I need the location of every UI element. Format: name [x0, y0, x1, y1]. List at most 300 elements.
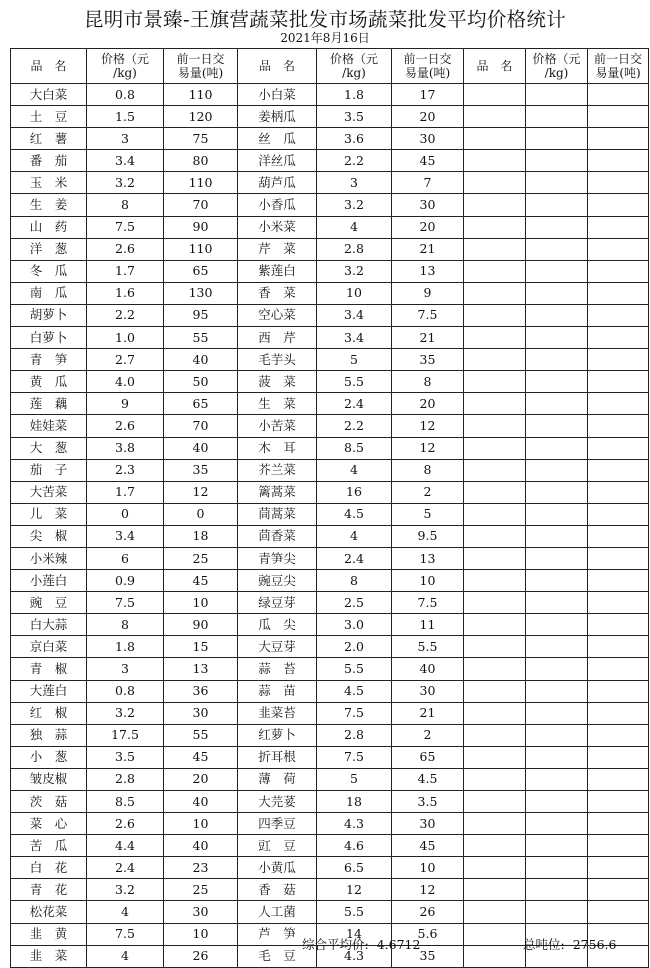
cell-empty	[526, 525, 588, 547]
table-row	[11, 150, 649, 172]
table-row	[11, 901, 649, 923]
cell-empty	[588, 658, 649, 680]
cell-empty	[588, 216, 649, 238]
table-row	[11, 216, 649, 238]
cell-price: 8	[317, 570, 392, 592]
cell-name: 茴香菜	[238, 525, 317, 547]
cell-price: 1.6	[87, 282, 164, 304]
cell-empty	[588, 746, 649, 768]
cell-name: 豌豆尖	[238, 570, 317, 592]
cell-name: 蒜 苗	[238, 680, 317, 702]
table-row	[11, 857, 649, 879]
cell-name: 折耳根	[238, 746, 317, 768]
cell-volume: 45	[164, 746, 238, 768]
cell-volume: 75	[164, 128, 238, 150]
cell-volume: 5	[392, 503, 464, 525]
cell-name: 山 药	[11, 216, 87, 238]
cell-price: 1.0	[87, 327, 164, 349]
cell-volume: 8	[392, 371, 464, 393]
cell-price: 3.5	[87, 746, 164, 768]
cell-name: 苦 瓜	[11, 835, 87, 857]
cell-volume: 30	[392, 680, 464, 702]
cell-empty	[464, 702, 526, 724]
table-row	[11, 172, 649, 194]
table-row	[11, 481, 649, 503]
cell-price: 2.6	[87, 415, 164, 437]
table-row	[11, 724, 649, 746]
cell-volume: 55	[164, 327, 238, 349]
table-row	[11, 459, 649, 481]
cell-empty	[464, 614, 526, 636]
cell-name: 豌 豆	[11, 592, 87, 614]
cell-name: 红 薯	[11, 128, 87, 150]
cell-empty	[464, 459, 526, 481]
cell-volume: 13	[392, 547, 464, 569]
cell-volume: 2	[392, 481, 464, 503]
table-row	[11, 636, 649, 658]
cell-volume: 80	[164, 150, 238, 172]
cell-price: 0.8	[87, 84, 164, 106]
table-row	[11, 282, 649, 304]
cell-empty	[588, 304, 649, 326]
table-row	[11, 547, 649, 569]
cell-empty	[526, 150, 588, 172]
cell-name: 豇 豆	[238, 835, 317, 857]
cell-volume: 110	[164, 172, 238, 194]
header-price: 价格（元 /kg)	[526, 49, 588, 84]
cell-empty	[588, 813, 649, 835]
cell-empty	[464, 658, 526, 680]
cell-name: 土 豆	[11, 106, 87, 128]
cell-empty	[464, 282, 526, 304]
report-date: 2021年8月16日	[280, 31, 370, 45]
table-row	[11, 746, 649, 768]
cell-empty	[526, 857, 588, 879]
cell-volume: 40	[392, 658, 464, 680]
cell-volume: 36	[164, 680, 238, 702]
cell-price: 7.5	[87, 216, 164, 238]
table-row	[11, 680, 649, 702]
cell-price: 8	[87, 614, 164, 636]
cell-price: 2.4	[87, 857, 164, 879]
cell-empty	[464, 304, 526, 326]
table-row	[11, 437, 649, 459]
cell-name: 芥兰菜	[238, 459, 317, 481]
cell-name: 小莲白	[11, 570, 87, 592]
total-tonnage-label: 总吨位:	[523, 937, 565, 952]
table-row	[11, 879, 649, 901]
cell-empty	[588, 570, 649, 592]
cell-empty	[588, 128, 649, 150]
cell-empty	[526, 238, 588, 260]
cell-name: 胡萝卜	[11, 304, 87, 326]
cell-price: 2.6	[87, 813, 164, 835]
cell-empty	[464, 172, 526, 194]
cell-name: 小 葱	[11, 746, 87, 768]
cell-name: 玉 米	[11, 172, 87, 194]
table-row	[11, 592, 649, 614]
cell-empty	[464, 393, 526, 415]
cell-empty	[464, 768, 526, 790]
cell-price: 4	[87, 901, 164, 923]
cell-name: 洋丝瓜	[238, 150, 317, 172]
cell-empty	[588, 768, 649, 790]
table-row	[11, 614, 649, 636]
cell-price: 3.4	[317, 327, 392, 349]
cell-price: 1.8	[317, 84, 392, 106]
cell-name: 青 椒	[11, 658, 87, 680]
cell-price: 7.5	[87, 923, 164, 945]
table-row	[11, 260, 649, 282]
cell-empty	[526, 835, 588, 857]
cell-empty	[464, 570, 526, 592]
cell-empty	[464, 923, 526, 945]
cell-name: 菠 菜	[238, 371, 317, 393]
table-row	[11, 84, 649, 106]
cell-volume: 55	[164, 724, 238, 746]
cell-volume: 90	[164, 216, 238, 238]
cell-volume: 4.5	[392, 768, 464, 790]
table-row	[11, 304, 649, 326]
cell-volume: 21	[392, 238, 464, 260]
cell-volume: 23	[164, 857, 238, 879]
cell-empty	[588, 614, 649, 636]
cell-name: 大苦菜	[11, 481, 87, 503]
cell-empty	[526, 636, 588, 658]
cell-empty	[526, 680, 588, 702]
cell-name: 紫莲白	[238, 260, 317, 282]
table-row	[11, 791, 649, 813]
cell-price: 2.7	[87, 349, 164, 371]
cell-volume: 120	[164, 106, 238, 128]
table-row	[11, 813, 649, 835]
cell-empty	[464, 238, 526, 260]
cell-empty	[526, 84, 588, 106]
cell-empty	[588, 150, 649, 172]
cell-volume: 12	[164, 481, 238, 503]
cell-name: 生 姜	[11, 194, 87, 216]
cell-empty	[526, 768, 588, 790]
cell-name: 韭 黄	[11, 923, 87, 945]
cell-empty	[526, 503, 588, 525]
cell-empty	[464, 128, 526, 150]
table-row	[11, 503, 649, 525]
cell-name: 大莲白	[11, 680, 87, 702]
cell-price: 3.4	[87, 150, 164, 172]
cell-empty	[464, 349, 526, 371]
table-row	[11, 768, 649, 790]
table-row	[11, 327, 649, 349]
cell-price: 4.0	[87, 371, 164, 393]
cell-volume: 20	[164, 768, 238, 790]
cell-name: 空心菜	[238, 304, 317, 326]
cell-price: 2.4	[317, 393, 392, 415]
cell-price: 1.7	[87, 481, 164, 503]
cell-empty	[464, 194, 526, 216]
cell-price: 4.3	[317, 945, 392, 967]
cell-empty	[464, 547, 526, 569]
cell-empty	[464, 150, 526, 172]
cell-empty	[526, 481, 588, 503]
cell-empty	[588, 481, 649, 503]
cell-empty	[464, 592, 526, 614]
cell-price: 2.4	[317, 547, 392, 569]
cell-name: 香 菇	[238, 879, 317, 901]
cell-empty	[588, 282, 649, 304]
cell-name: 洋 葱	[11, 238, 87, 260]
cell-price: 3.2	[87, 172, 164, 194]
cell-name: 瓜 尖	[238, 614, 317, 636]
cell-name: 芦 笋	[238, 923, 317, 945]
cell-empty	[588, 459, 649, 481]
cell-volume: 10	[392, 570, 464, 592]
header-price: 价格（元 /kg)	[317, 49, 392, 84]
cell-price: 7.5	[317, 702, 392, 724]
cell-price: 5	[317, 768, 392, 790]
cell-price: 2.5	[317, 592, 392, 614]
cell-price: 3.6	[317, 128, 392, 150]
cell-name: 番 茄	[11, 150, 87, 172]
cell-price: 3.2	[87, 879, 164, 901]
cell-price: 2.2	[317, 415, 392, 437]
cell-name: 姜柄瓜	[238, 106, 317, 128]
cell-empty	[464, 879, 526, 901]
cell-price: 6.5	[317, 857, 392, 879]
cell-price: 18	[317, 791, 392, 813]
cell-price: 5.5	[317, 658, 392, 680]
cell-name: 红 椒	[11, 702, 87, 724]
cell-empty	[588, 901, 649, 923]
cell-name: 茼蒿菜	[238, 503, 317, 525]
cell-price: 4.6	[317, 835, 392, 857]
header-volume: 前一日交 易量(吨)	[392, 49, 464, 84]
cell-volume: 130	[164, 282, 238, 304]
cell-price: 3.2	[317, 194, 392, 216]
cell-price: 4	[317, 459, 392, 481]
cell-volume: 70	[164, 415, 238, 437]
cell-volume: 2	[392, 724, 464, 746]
cell-empty	[588, 879, 649, 901]
cell-empty	[588, 547, 649, 569]
cell-volume: 40	[164, 791, 238, 813]
cell-volume: 50	[164, 371, 238, 393]
cell-name: 独 蒜	[11, 724, 87, 746]
cell-name: 白 花	[11, 857, 87, 879]
cell-empty	[526, 746, 588, 768]
cell-empty	[526, 791, 588, 813]
cell-empty	[464, 437, 526, 459]
cell-volume: 0	[164, 503, 238, 525]
cell-name: 茨 菇	[11, 791, 87, 813]
cell-empty	[464, 901, 526, 923]
cell-empty	[464, 857, 526, 879]
cell-volume: 9.5	[392, 525, 464, 547]
cell-price: 3	[317, 172, 392, 194]
cell-name: 娃娃菜	[11, 415, 87, 437]
cell-empty	[464, 791, 526, 813]
cell-empty	[526, 172, 588, 194]
cell-volume: 40	[164, 835, 238, 857]
cell-volume: 21	[392, 327, 464, 349]
cell-price: 12	[317, 879, 392, 901]
cell-name: 香 菜	[238, 282, 317, 304]
cell-empty	[588, 393, 649, 415]
cell-name: 木 耳	[238, 437, 317, 459]
cell-empty	[464, 481, 526, 503]
cell-volume: 35	[392, 349, 464, 371]
cell-volume: 10	[164, 923, 238, 945]
cell-empty	[588, 525, 649, 547]
cell-price: 3.8	[87, 437, 164, 459]
cell-name: 红萝卜	[238, 724, 317, 746]
cell-name: 大白菜	[11, 84, 87, 106]
cell-price: 2.8	[317, 724, 392, 746]
cell-empty	[464, 746, 526, 768]
cell-empty	[526, 437, 588, 459]
cell-empty	[588, 791, 649, 813]
cell-name: 生 菜	[238, 393, 317, 415]
cell-name: 皱皮椒	[11, 768, 87, 790]
cell-volume: 30	[164, 901, 238, 923]
cell-name: 小米辣	[11, 547, 87, 569]
cell-price: 2.0	[317, 636, 392, 658]
table-row	[11, 525, 649, 547]
cell-empty	[464, 106, 526, 128]
cell-price: 2.6	[87, 238, 164, 260]
cell-empty	[464, 525, 526, 547]
cell-volume: 12	[392, 415, 464, 437]
cell-volume: 45	[392, 150, 464, 172]
table-row	[11, 106, 649, 128]
cell-volume: 110	[164, 84, 238, 106]
cell-name: 菜 心	[11, 813, 87, 835]
cell-price: 4	[87, 945, 164, 967]
cell-name: 蒜 苔	[238, 658, 317, 680]
cell-price: 16	[317, 481, 392, 503]
cell-price: 4.3	[317, 813, 392, 835]
cell-price: 1.8	[87, 636, 164, 658]
cell-volume: 8	[392, 459, 464, 481]
cell-volume: 26	[392, 901, 464, 923]
cell-price: 3	[87, 128, 164, 150]
cell-price: 5.5	[317, 371, 392, 393]
cell-empty	[464, 636, 526, 658]
table-row	[11, 393, 649, 415]
header-price: 价格（元 /kg)	[87, 49, 164, 84]
cell-volume: 11	[392, 614, 464, 636]
cell-name: 大豆芽	[238, 636, 317, 658]
table-row	[11, 570, 649, 592]
cell-price: 1.5	[87, 106, 164, 128]
cell-empty	[464, 503, 526, 525]
cell-name: 西 芹	[238, 327, 317, 349]
header-name: 品 名	[238, 49, 317, 84]
cell-name: 篱蒿菜	[238, 481, 317, 503]
header-name: 品 名	[11, 49, 87, 84]
table-row	[11, 702, 649, 724]
cell-price: 3.2	[317, 260, 392, 282]
cell-name: 儿 菜	[11, 503, 87, 525]
cell-empty	[588, 84, 649, 106]
cell-name: 小米菜	[238, 216, 317, 238]
cell-empty	[526, 106, 588, 128]
cell-volume: 7.5	[392, 592, 464, 614]
cell-empty	[464, 680, 526, 702]
average-price-value: 4.6712	[376, 937, 421, 952]
total-tonnage-summary	[523, 935, 616, 953]
cell-name: 青 花	[11, 879, 87, 901]
cell-name: 松花菜	[11, 901, 87, 923]
cell-volume: 7.5	[392, 304, 464, 326]
cell-volume: 9	[392, 282, 464, 304]
table-row	[11, 371, 649, 393]
cell-name: 丝 瓜	[238, 128, 317, 150]
cell-volume: 12	[392, 879, 464, 901]
cell-price: 3.4	[317, 304, 392, 326]
cell-name: 人工菌	[238, 901, 317, 923]
cell-name: 京白菜	[11, 636, 87, 658]
cell-price: 4.5	[317, 503, 392, 525]
cell-volume: 35	[392, 945, 464, 967]
cell-empty	[588, 636, 649, 658]
cell-volume: 35	[164, 459, 238, 481]
cell-price: 1.7	[87, 260, 164, 282]
cell-volume: 7	[392, 172, 464, 194]
cell-price: 4.4	[87, 835, 164, 857]
cell-volume: 25	[164, 547, 238, 569]
cell-volume: 40	[164, 349, 238, 371]
cell-name: 茄 子	[11, 459, 87, 481]
table-header-row	[11, 49, 649, 84]
cell-price: 3.5	[317, 106, 392, 128]
cell-name: 韭 菜	[11, 945, 87, 967]
cell-price: 7.5	[317, 746, 392, 768]
cell-volume: 15	[164, 636, 238, 658]
table-row	[11, 349, 649, 371]
cell-name: 芹 菜	[238, 238, 317, 260]
cell-name: 白大蒜	[11, 614, 87, 636]
cell-volume: 10	[392, 857, 464, 879]
cell-empty	[526, 304, 588, 326]
cell-name: 毛 豆	[238, 945, 317, 967]
cell-name: 大 葱	[11, 437, 87, 459]
cell-empty	[588, 238, 649, 260]
cell-empty	[464, 724, 526, 746]
table-row	[11, 128, 649, 150]
cell-price: 2.2	[317, 150, 392, 172]
cell-name: 冬 瓜	[11, 260, 87, 282]
cell-name: 莲 藕	[11, 393, 87, 415]
cell-empty	[526, 813, 588, 835]
cell-empty	[526, 901, 588, 923]
cell-price: 5	[317, 349, 392, 371]
table-row	[11, 415, 649, 437]
cell-empty	[588, 260, 649, 282]
cell-empty	[588, 106, 649, 128]
cell-name: 葫芦瓜	[238, 172, 317, 194]
total-tonnage-value: 2756.6	[572, 937, 617, 952]
cell-volume: 30	[392, 813, 464, 835]
average-price-summary	[302, 935, 420, 953]
cell-empty	[464, 260, 526, 282]
cell-empty	[464, 945, 526, 967]
cell-price: 17.5	[87, 724, 164, 746]
cell-volume: 5.6	[392, 923, 464, 945]
cell-empty	[464, 216, 526, 238]
cell-volume: 25	[164, 879, 238, 901]
cell-empty	[464, 84, 526, 106]
cell-name: 大芫荽	[238, 791, 317, 813]
